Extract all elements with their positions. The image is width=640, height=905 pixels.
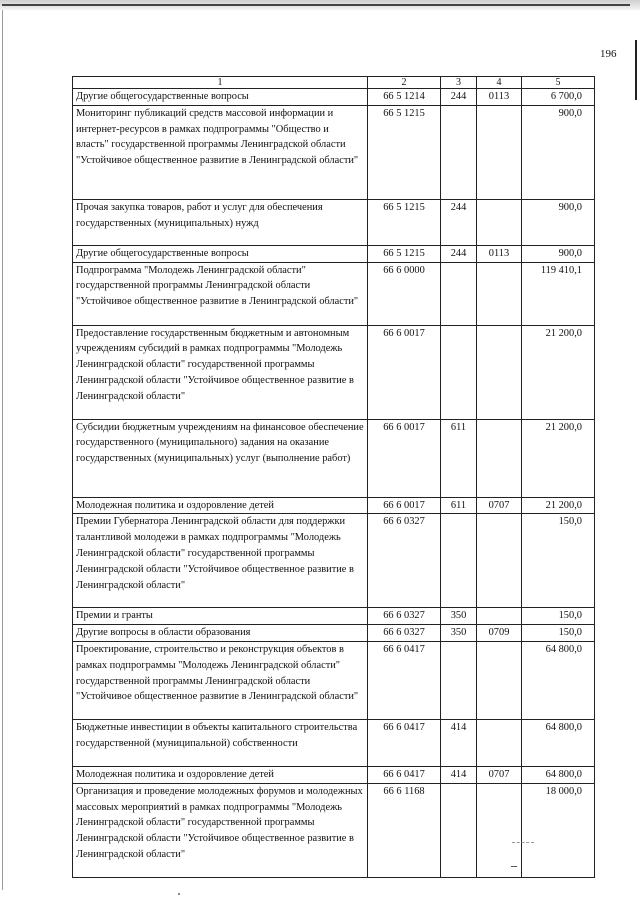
table-row (73, 783, 595, 877)
row-expense-type (441, 783, 477, 877)
scan-left-edge (2, 10, 3, 890)
row-section: 0113 (477, 245, 522, 262)
row-code: 66 5 1215 (368, 105, 441, 199)
row-section (477, 641, 522, 719)
row-name: Бюджетные инвестиции в объекты капитального строительства государственной (муниципальной) собственности (73, 719, 368, 766)
row-name: Проектирование, строительство и реконструкция объектов в рамках подпрограммы "Молодежь Ленинградской области" государственной программы Ленинградской области "Устойчивое общественное развитие в Ленинградской области" (73, 641, 368, 719)
page-number: 196 (600, 48, 617, 60)
table-row (73, 245, 595, 262)
row-sum: 64 800,0 (522, 766, 595, 783)
row-sum: 150,0 (522, 514, 595, 608)
row-expense-type: 244 (441, 89, 477, 106)
row-section (477, 262, 522, 325)
row-section (477, 514, 522, 608)
row-sum: 119 410,1 (522, 262, 595, 325)
row-sum: 21 200,0 (522, 419, 595, 497)
table-row (73, 625, 595, 642)
row-sum: 21 200,0 (522, 497, 595, 514)
row-name: Другие общегосударственные вопросы (73, 89, 368, 106)
row-section (477, 719, 522, 766)
row-sum: 900,0 (522, 105, 595, 199)
table-row (73, 608, 595, 625)
row-expense-type: 414 (441, 719, 477, 766)
row-name: Премии Губернатора Ленинградской области для поддержки талантливой молодежи в рамках подпрограммы "Молодежь Ленинградской области" государственной программы Ленинградской области "Устойчивое общественное развитие в Ленинградской области" (73, 514, 368, 608)
table-header-row (73, 77, 595, 89)
row-expense-type: 350 (441, 625, 477, 642)
row-sum: 150,0 (522, 625, 595, 642)
row-expense-type (441, 262, 477, 325)
header-cell-3: 3 (441, 77, 477, 89)
scan-top-line (2, 4, 630, 6)
header-cell-1: 1 (73, 77, 368, 89)
row-section: 0707 (477, 766, 522, 783)
table-row (73, 199, 595, 245)
row-sum: 900,0 (522, 199, 595, 245)
row-section: 0707 (477, 497, 522, 514)
row-section (477, 783, 522, 877)
row-section: 0709 (477, 625, 522, 642)
row-code: 66 6 0417 (368, 766, 441, 783)
row-code: 66 5 1215 (368, 245, 441, 262)
row-expense-type: 244 (441, 245, 477, 262)
row-name: Молодежная политика и оздоровление детей (73, 766, 368, 783)
row-code: 66 5 1214 (368, 89, 441, 106)
row-expense-type (441, 105, 477, 199)
row-expense-type: 414 (441, 766, 477, 783)
row-name: Молодежная политика и оздоровление детей (73, 497, 368, 514)
row-code: 66 6 0000 (368, 262, 441, 325)
row-code: 66 6 0327 (368, 608, 441, 625)
row-section (477, 105, 522, 199)
row-name: Другие вопросы в области образования (73, 625, 368, 642)
row-section: 0113 (477, 89, 522, 106)
budget-table (72, 76, 595, 878)
row-name: Другие общегосударственные вопросы (73, 245, 368, 262)
row-expense-type (441, 641, 477, 719)
row-sum: 6 700,0 (522, 89, 595, 106)
table-row (73, 105, 595, 199)
row-section (477, 419, 522, 497)
scan-artifact-mark (511, 866, 517, 867)
table-row (73, 497, 595, 514)
row-expense-type: 244 (441, 199, 477, 245)
row-sum: 150,0 (522, 608, 595, 625)
header-cell-4: 4 (477, 77, 522, 89)
row-code: 66 5 1215 (368, 199, 441, 245)
row-expense-type (441, 514, 477, 608)
row-code: 66 6 0417 (368, 719, 441, 766)
scan-artifact-dot (178, 893, 180, 895)
row-sum: 21 200,0 (522, 325, 595, 419)
row-name: Предоставление государственным бюджетным и автономным учреждениям субсидий в рамках подпрограммы "Молодежь Ленинградской области" государственной программы Ленинградской области "Устойчивое общественное развитие в Ленинградской области" (73, 325, 368, 419)
table-row (73, 766, 595, 783)
row-name: Мониторинг публикаций средств массовой информации и интернет-ресурсов в рамках подпрограммы "Общество и власть" государственной программы Ленинградской области "Устойчивое общественное развитие в Ленинградской области" (73, 105, 368, 199)
table-row (73, 514, 595, 608)
table-row (73, 262, 595, 325)
scan-artifact-dash (512, 842, 534, 844)
row-name: Прочая закупка товаров, работ и услуг для обеспечения государственных (муниципальных) нужд (73, 199, 368, 245)
table-row (73, 325, 595, 419)
row-code: 66 6 0017 (368, 325, 441, 419)
row-code: 66 6 0327 (368, 625, 441, 642)
row-expense-type: 611 (441, 419, 477, 497)
row-name: Субсидии бюджетным учреждениям на финансовое обеспечение государственного (муниципального) задания на оказание государственных (муниципальных) услуг (выполнение работ) (73, 419, 368, 497)
row-expense-type (441, 325, 477, 419)
row-section (477, 608, 522, 625)
row-expense-type: 611 (441, 497, 477, 514)
row-sum: 900,0 (522, 245, 595, 262)
table-row (73, 89, 595, 106)
row-name: Премии и гранты (73, 608, 368, 625)
row-expense-type: 350 (441, 608, 477, 625)
row-section (477, 325, 522, 419)
row-code: 66 6 0017 (368, 497, 441, 514)
row-section (477, 199, 522, 245)
scan-right-mark (635, 40, 637, 100)
table-row (73, 719, 595, 766)
header-cell-2: 2 (368, 77, 441, 89)
table-row (73, 419, 595, 497)
row-name: Организация и проведение молодежных форумов и молодежных массовых мероприятий в рамках подпрограммы "Молодежь Ленинградской области" государственной программы Ленинградской области "Устойчивое общественное развитие в Ленинградской области" (73, 783, 368, 877)
row-code: 66 6 0327 (368, 514, 441, 608)
row-name: Подпрограмма "Молодежь Ленинградской области" государственной программы Ленинградской области "Устойчивое общественное развитие в Ленинградской области" (73, 262, 368, 325)
row-code: 66 6 1168 (368, 783, 441, 877)
row-sum: 18 000,0 (522, 783, 595, 877)
row-code: 66 6 0017 (368, 419, 441, 497)
row-code: 66 6 0417 (368, 641, 441, 719)
table-row (73, 641, 595, 719)
row-sum: 64 800,0 (522, 641, 595, 719)
row-sum: 64 800,0 (522, 719, 595, 766)
header-cell-5: 5 (522, 77, 595, 89)
